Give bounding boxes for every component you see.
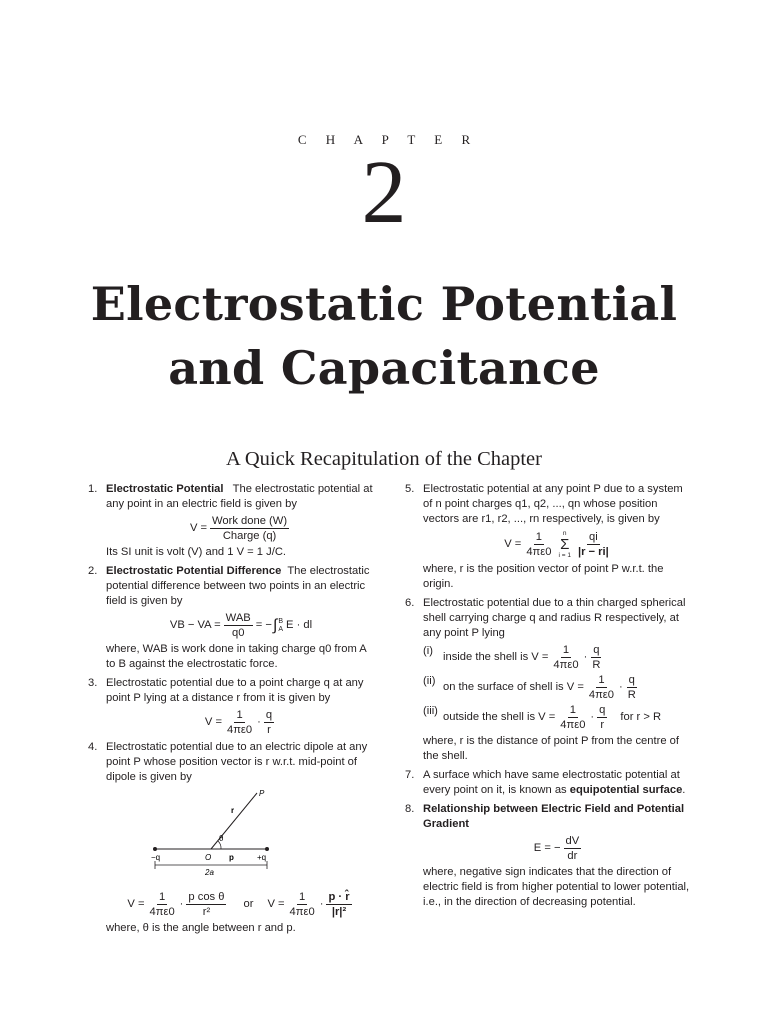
denominator: 4πε0 <box>226 724 253 736</box>
numerator: q <box>599 704 606 716</box>
fraction <box>587 674 616 701</box>
angle-label: θ <box>219 834 224 843</box>
item-heading: Electrostatic Potential Difference <box>106 565 282 577</box>
item-text: Electrostatic potential at any point P due to a system of n point charges q1, q2, ..., qn whose position vectors are r1, r2, ..., rn respectively, is given by <box>423 483 683 525</box>
chapter-title <box>0 272 768 400</box>
fraction <box>186 891 226 918</box>
item-5 <box>405 482 695 592</box>
item-end: . <box>682 784 686 796</box>
numerator: p cos θ <box>188 891 225 903</box>
item-note: Its SI unit is volt (V) and 1 V = 1 J/C. <box>106 546 287 558</box>
sub-item-number: (ii) <box>423 675 436 687</box>
dot-operator: · <box>619 681 623 693</box>
item-number: 8. <box>405 803 415 815</box>
formula-mid: = − <box>255 619 272 631</box>
chapter-number: 2 <box>361 143 407 242</box>
negative-charge <box>153 847 157 851</box>
denominator: R <box>592 659 601 671</box>
sub-item-outside <box>423 704 695 731</box>
numerator: qi <box>589 531 598 543</box>
chapter-title-line-1: Electrostatic Potential <box>90 277 678 331</box>
denominator: r <box>600 719 605 731</box>
fraction <box>524 531 553 558</box>
position-vector-line <box>211 793 257 849</box>
denominator: 4πε0 <box>588 689 615 701</box>
origin-label: O <box>205 853 212 862</box>
right-column <box>405 482 695 912</box>
upper-limit: B <box>278 617 283 625</box>
item-number: 6. <box>405 597 415 609</box>
sum-upper: n <box>562 530 567 537</box>
numerator: q <box>265 709 273 721</box>
item-note: where, negative sign indicates that the direction of electric field is from higher potential to lower potential, i.e., in the direction of decreasing potential. <box>423 866 690 908</box>
numerator: q <box>593 644 600 656</box>
left-column <box>88 482 376 938</box>
numerator: Work done (W) <box>212 515 288 527</box>
item-2 <box>88 564 376 672</box>
item-number: 7. <box>405 769 415 781</box>
fraction <box>558 704 587 731</box>
dot-operator: · <box>590 711 595 723</box>
dot-operator: · <box>319 898 324 910</box>
item-note: where, r is the distance of point P from the centre of the shell. <box>423 735 679 762</box>
denominator: r² <box>202 906 211 918</box>
item-text: Electrostatic potential due to a point charge q at any point P lying at a distance r from it is given by <box>106 677 364 704</box>
fraction <box>224 612 253 639</box>
fraction <box>225 709 254 736</box>
item-heading: Relationship between Electric Field and Potential Gradient <box>423 803 685 830</box>
formula-lhs: V = <box>267 898 285 910</box>
item-7 <box>405 768 695 798</box>
item-number: 1. <box>88 483 98 495</box>
fraction <box>326 891 351 918</box>
separation-label: 2a <box>205 868 214 877</box>
integral-limits <box>278 618 283 634</box>
numerator: 1 <box>562 644 570 656</box>
sum-lower: i = 1 <box>558 552 571 559</box>
item-text: Electrostatic potential due to a thin charged spherical shell carrying charge q and radius R respectively, at any point P lying <box>423 597 686 639</box>
dot-operator: · <box>583 651 588 663</box>
formula-lhs: V = <box>127 898 145 910</box>
vector-label: r <box>231 806 235 815</box>
fraction <box>551 644 580 671</box>
sub-item-number: (iii) <box>423 705 438 717</box>
item-note: where, r is the position vector of point P w.r.t. the origin. <box>423 563 664 590</box>
sub-item-surface <box>423 674 695 701</box>
fraction <box>288 891 317 918</box>
formula-lhs: V = <box>204 716 222 728</box>
negative-charge-label: −q <box>151 853 161 862</box>
or-word: or <box>243 898 254 910</box>
item-3 <box>88 676 376 736</box>
formula-potential <box>106 515 376 542</box>
numerator: p · r̂ <box>328 891 350 903</box>
formula-lhs: VB − VA = <box>169 619 221 631</box>
numerator: 1 <box>299 891 306 903</box>
denominator: 4πε0 <box>149 906 175 918</box>
equipotential-surface-term: equipotential surface <box>569 784 683 796</box>
fraction <box>576 531 611 558</box>
lower-limit: A <box>278 625 283 633</box>
denominator: dr <box>567 850 578 862</box>
denominator: 4πε0 <box>526 546 552 558</box>
fraction <box>564 835 582 862</box>
recap-heading: A Quick Recapitulation of the Chapter <box>226 448 542 470</box>
sub-item-text: inside the shell is V = <box>443 651 549 663</box>
item-text: The electrostatic potential difference between two points in an electric field is given by <box>106 565 370 607</box>
item-note: where, WAB is work done in taking charge q0 from A to B against the electrostatic force. <box>106 643 367 670</box>
sum-symbol: Σ <box>560 536 570 553</box>
sub-item-text: on the surface of shell is V = <box>443 681 584 693</box>
denominator: Charge (q) <box>222 530 277 542</box>
integral-symbol: ∫ <box>272 617 278 634</box>
numerator: 1 <box>236 709 243 721</box>
numerator: 1 <box>535 531 543 543</box>
numerator: q <box>628 674 635 686</box>
sub-item-inside <box>423 644 695 671</box>
item-heading: Electrostatic Potential <box>106 483 224 495</box>
item-4 <box>88 740 376 936</box>
denominator: 4πε0 <box>553 659 579 671</box>
item-1 <box>88 482 376 560</box>
denominator: |r|² <box>331 906 347 918</box>
chapter-label: C H A P T E R <box>297 132 479 147</box>
fraction <box>590 644 602 671</box>
positive-charge <box>265 847 269 851</box>
denominator: r <box>267 724 271 736</box>
item-text: The electrostatic potential at any point in an electric field is given by <box>106 483 373 510</box>
positive-charge-label: +q <box>257 853 267 862</box>
numerator: 1 <box>158 891 166 903</box>
dipole-diagram <box>151 789 291 881</box>
denominator: q0 <box>231 627 245 639</box>
dipole-moment-label: p <box>229 853 234 862</box>
formula-rhs: E · dl <box>286 619 313 631</box>
dot-operator: · <box>257 716 261 728</box>
item-number: 2. <box>88 565 98 577</box>
sub-item-text: outside the shell is V = <box>443 711 556 723</box>
denominator: 4πε0 <box>289 906 315 918</box>
item-note: where, θ is the angle between r and p. <box>106 922 296 934</box>
item-8 <box>405 802 695 910</box>
formula-lhs: V = <box>189 522 208 534</box>
formula-lhs: E = − <box>533 842 561 854</box>
item-6 <box>405 596 695 764</box>
sub-item-number: (i) <box>423 645 433 657</box>
formula-lhs: V = <box>504 538 522 550</box>
fraction <box>210 515 289 542</box>
fraction <box>597 704 607 731</box>
fraction <box>148 891 177 918</box>
formula-dipole <box>106 891 376 918</box>
denominator: |r − ri| <box>577 546 609 558</box>
item-number: 5. <box>405 483 415 495</box>
numerator: 1 <box>569 704 576 716</box>
denominator: 4πε0 <box>560 719 586 731</box>
item-text: A surface which have same electrostatic potential at every point on it, is known as <box>423 769 680 796</box>
denominator: R <box>627 689 636 701</box>
fraction <box>264 709 274 736</box>
item-text: Electrostatic potential due to an electric dipole at any point P whose position vector is r w.r.t. mid-point of dipole is given by <box>106 741 368 783</box>
formula-point-charge <box>106 709 376 736</box>
condition: for r > R <box>620 711 662 723</box>
chapter-title-line-2: and Capacitance <box>168 341 600 395</box>
numerator: dV <box>565 835 580 847</box>
numerator: WAB <box>225 612 251 624</box>
numerator: 1 <box>598 674 605 686</box>
item-number: 4. <box>88 741 98 753</box>
item-number: 3. <box>88 677 98 689</box>
formula-system-of-charges <box>423 530 695 559</box>
summation <box>558 530 570 559</box>
formula-potential-difference <box>106 612 376 639</box>
formula-potential-gradient <box>423 835 695 862</box>
dot-operator: · <box>179 898 184 910</box>
fraction <box>626 674 638 701</box>
point-label: P <box>259 789 265 798</box>
